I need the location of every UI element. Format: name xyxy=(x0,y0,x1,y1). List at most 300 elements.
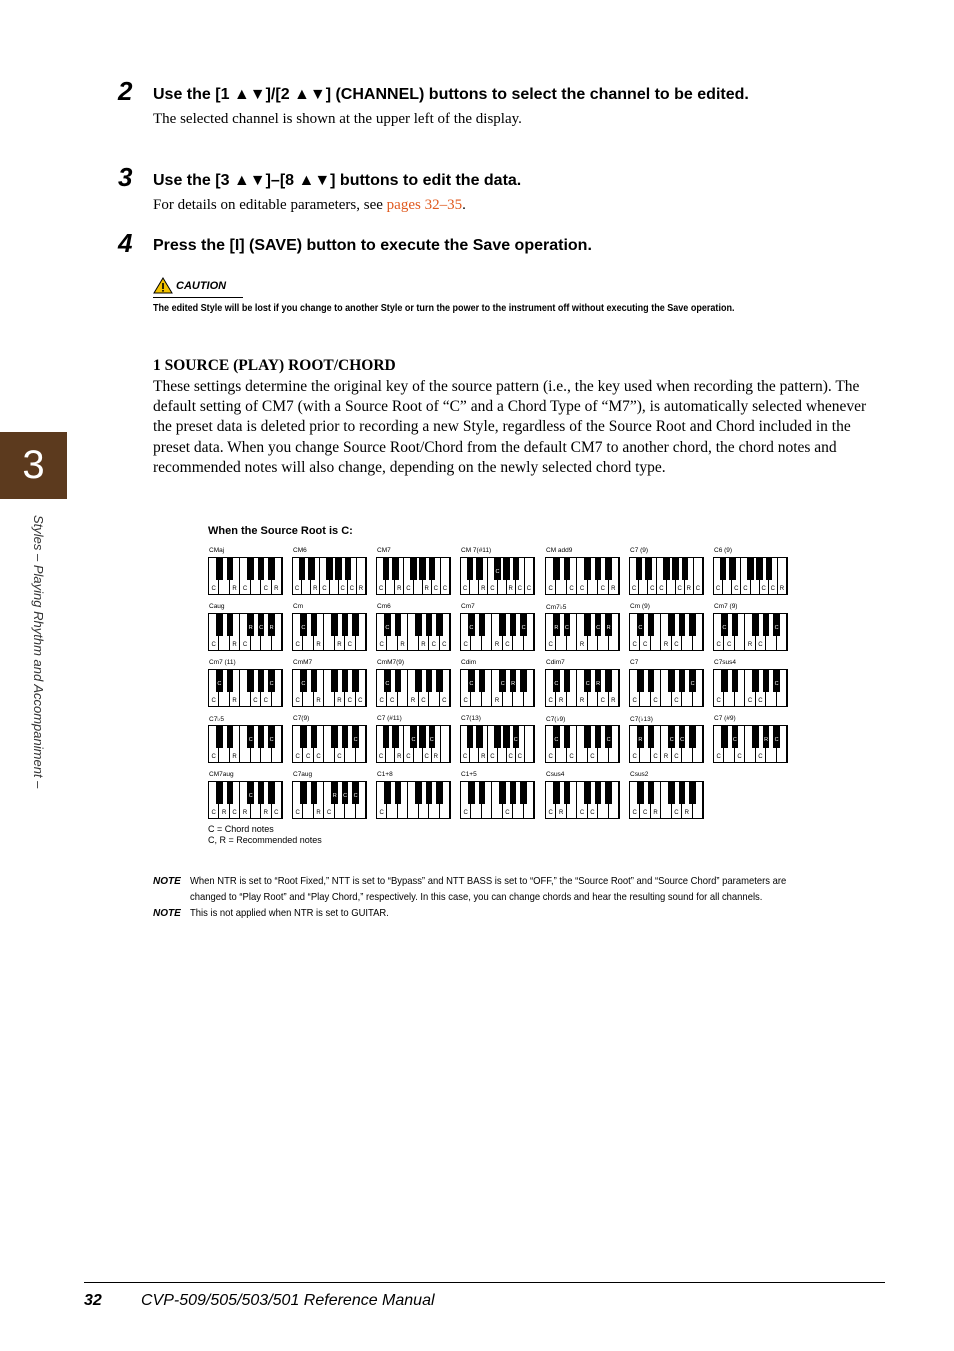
black-key-label: C xyxy=(564,625,569,631)
black-key xyxy=(553,558,560,580)
footer-rule xyxy=(84,1282,885,1283)
white-key-label: C xyxy=(274,810,279,816)
black-key xyxy=(510,782,517,804)
black-key xyxy=(721,614,728,636)
black-key xyxy=(383,726,390,748)
white-key-label: R xyxy=(337,698,342,704)
black-key-label: R xyxy=(332,793,337,799)
white-key-label: C xyxy=(747,698,753,704)
section-heading: 1 SOURCE (PLAY) ROOT/CHORD xyxy=(153,357,396,374)
black-key-label: C xyxy=(774,625,779,631)
black-key xyxy=(747,558,754,580)
white-key-label: C xyxy=(695,586,701,592)
black-key xyxy=(227,558,234,580)
black-key xyxy=(268,670,275,692)
black-key-label: R xyxy=(606,625,611,631)
white-key-label: R xyxy=(653,810,658,816)
white-key-label: R xyxy=(494,642,500,648)
white-key-label: C xyxy=(758,754,763,760)
black-key xyxy=(520,614,527,636)
black-key xyxy=(637,670,644,692)
chord-diagram xyxy=(376,547,452,599)
white-key-label: C xyxy=(490,754,495,760)
chord-name: C6 (9) xyxy=(714,547,733,554)
black-key xyxy=(247,614,254,636)
chord-diagram xyxy=(460,659,536,711)
white-key-label: C xyxy=(295,698,300,704)
chord-diagram xyxy=(376,715,452,767)
white-key-label: C xyxy=(442,698,447,704)
black-key xyxy=(436,782,443,804)
white-key xyxy=(525,558,534,594)
white-key-label: C xyxy=(295,810,300,816)
white-key-label: C xyxy=(508,754,513,760)
white-key-label: C xyxy=(590,754,595,760)
black-key xyxy=(720,558,727,580)
black-key-label: C xyxy=(411,737,416,743)
white-key xyxy=(441,558,450,594)
black-key xyxy=(258,670,265,692)
keyboard xyxy=(460,669,535,707)
black-key-label: R xyxy=(248,625,253,631)
black-key-label: C xyxy=(722,625,727,631)
black-key xyxy=(467,558,474,580)
black-key xyxy=(636,558,643,580)
black-key xyxy=(227,782,234,804)
white-key-label: C xyxy=(548,698,553,704)
white-key-label: C xyxy=(659,586,664,592)
black-key xyxy=(584,782,591,804)
chord-diagram xyxy=(713,715,789,767)
chord-diagram xyxy=(208,715,284,767)
black-key xyxy=(773,726,780,748)
chord-name: C1+5 xyxy=(461,771,477,778)
white-key-label: R xyxy=(558,698,564,704)
black-key xyxy=(721,726,728,748)
white-key-label: C xyxy=(716,754,721,760)
black-key xyxy=(479,670,486,692)
white-key-label: R xyxy=(232,586,237,592)
white-key-label: C xyxy=(650,586,655,592)
black-key xyxy=(383,558,390,580)
black-key xyxy=(395,782,402,804)
chord-diagram xyxy=(629,771,705,823)
black-key xyxy=(352,670,359,692)
chord-diagram xyxy=(208,771,284,823)
white-key-label: C xyxy=(253,698,258,704)
white-key-label: R xyxy=(274,586,279,592)
white-key-label: C xyxy=(358,698,363,704)
black-key-label: C xyxy=(469,681,474,687)
black-key xyxy=(513,726,520,748)
white-key-label: C xyxy=(340,586,345,592)
black-key xyxy=(595,726,602,748)
keyboard xyxy=(713,613,788,651)
white-key-label: C xyxy=(378,754,384,760)
white-key-label: C xyxy=(442,642,447,648)
white-key-label: R xyxy=(433,754,438,760)
keyboard xyxy=(545,613,620,651)
keyboard xyxy=(713,725,788,763)
black-key xyxy=(268,782,275,804)
black-key-label: R xyxy=(764,737,769,743)
chord-name: CM7aug xyxy=(209,771,234,778)
black-key xyxy=(605,558,612,580)
white-key-label: C xyxy=(600,586,606,592)
black-key xyxy=(216,614,223,636)
black-key-label: R xyxy=(554,625,559,631)
black-key xyxy=(342,670,349,692)
black-key xyxy=(216,782,223,804)
black-key xyxy=(311,670,318,692)
black-key-label: C xyxy=(606,737,611,743)
section-body: These settings determine the original key of the source pattern (i.e., the key used when recording the pattern). The default setting of CM7 (with a Source Root of “C” and a Chord Type of “M7”), is automatically selected whenever the preset data is deleted prior to recording a new Style, regardless of the Source Root and Chord included in the preset data. When you change Source Root/Chord from the default CM7 to another chord, the chord notes and recommended notes will also change, depending on the newly selected chord type. xyxy=(153,378,867,476)
black-key xyxy=(584,726,591,748)
black-key xyxy=(689,726,696,748)
legend-chord-notes: C = Chord notes xyxy=(208,824,274,834)
black-key-label: C xyxy=(495,569,500,575)
black-key-label: C xyxy=(301,625,306,631)
black-key-label: C xyxy=(269,737,274,743)
black-key xyxy=(216,726,223,748)
black-key xyxy=(258,558,265,580)
white-key-label: C xyxy=(631,586,637,592)
black-key xyxy=(468,782,475,804)
white-key-label: C xyxy=(579,810,585,816)
black-key xyxy=(300,670,307,692)
white-key-label: R xyxy=(400,642,405,648)
chord-diagram xyxy=(629,547,705,599)
step-number-4: 4 xyxy=(118,228,133,258)
white-key-label: C xyxy=(211,754,216,760)
black-key xyxy=(395,670,402,692)
white-key-label: C xyxy=(462,754,468,760)
keyboard xyxy=(713,557,788,595)
black-key xyxy=(732,614,739,636)
black-key xyxy=(392,726,399,748)
keyboard xyxy=(208,781,283,819)
black-key xyxy=(605,782,612,804)
chord-name: C7(♭13) xyxy=(630,716,653,723)
black-key xyxy=(311,614,318,636)
black-key-label: C xyxy=(385,625,390,631)
keyboard xyxy=(208,557,283,595)
black-key xyxy=(300,614,307,636)
white-key-label: C xyxy=(337,754,342,760)
white-key-label: R xyxy=(686,586,691,592)
black-key xyxy=(605,614,612,636)
keyboard xyxy=(460,557,535,595)
black-key xyxy=(467,726,474,748)
white-key-label: C xyxy=(378,586,384,592)
black-key-label: C xyxy=(554,737,559,743)
chord-name: C7(♭9) xyxy=(546,716,566,723)
black-key xyxy=(648,670,655,692)
white-key-label: C xyxy=(758,642,763,648)
white-key-label: R xyxy=(494,698,500,704)
black-key-label: C xyxy=(259,625,264,631)
white-key-label: C xyxy=(463,642,468,648)
black-key xyxy=(352,614,359,636)
black-key xyxy=(300,726,307,748)
white-key-label: C xyxy=(517,586,522,592)
white-key-label: C xyxy=(674,754,679,760)
step-body-3-suffix: . xyxy=(462,197,466,213)
white-key-label: C xyxy=(548,642,553,648)
chord-name: C7♭5 xyxy=(209,716,224,723)
step-number-3: 3 xyxy=(118,162,133,192)
white-key-label: C xyxy=(674,698,679,704)
black-key-label: C xyxy=(585,681,590,687)
black-key xyxy=(763,726,770,748)
black-key xyxy=(763,614,770,636)
chord-diagram xyxy=(460,771,536,823)
keyboard xyxy=(629,669,704,707)
black-key xyxy=(268,558,275,580)
black-key xyxy=(510,614,517,636)
black-key xyxy=(395,614,402,636)
white-key xyxy=(525,726,534,762)
black-key xyxy=(668,782,675,804)
white-key-label: C xyxy=(505,810,510,816)
black-key xyxy=(499,670,506,692)
white-key-label: C xyxy=(548,586,553,592)
white-key-label: C xyxy=(379,810,384,816)
step-body-2: The selected channel is shown at the upper left of the display. xyxy=(153,111,522,127)
white-key-label: C xyxy=(421,698,426,704)
black-key xyxy=(564,558,571,580)
black-key xyxy=(247,726,254,748)
black-key xyxy=(679,670,686,692)
chord-diagram xyxy=(545,771,621,823)
white-key-label: C xyxy=(431,642,437,648)
black-key xyxy=(476,726,483,748)
black-key xyxy=(415,670,422,692)
white-key-label: C xyxy=(424,754,429,760)
black-key xyxy=(721,670,728,692)
white-key-label: C xyxy=(653,754,658,760)
chord-name: Cm7♭5 xyxy=(546,604,567,611)
white-key-label: C xyxy=(579,586,585,592)
black-key xyxy=(595,614,602,636)
black-key xyxy=(605,726,612,748)
black-key xyxy=(513,558,520,580)
step-title-4: Press the [I] (SAVE) button to execute the Save operation. xyxy=(153,237,592,254)
keyboard xyxy=(545,669,620,707)
white-key-label: R xyxy=(508,586,513,592)
black-key xyxy=(419,558,426,580)
white-key-label: C xyxy=(632,698,637,704)
note-text: This is not applied when NTR is set to GUITAR. xyxy=(190,907,389,919)
white-key-label: C xyxy=(463,698,468,704)
keyboard xyxy=(292,725,367,763)
white-key-label: R xyxy=(481,586,486,592)
white-key-label: R xyxy=(397,754,402,760)
white-key-label: C xyxy=(632,754,637,760)
black-key xyxy=(258,782,265,804)
black-key xyxy=(595,558,602,580)
chord-name: Cm7 (9) xyxy=(714,603,738,610)
white-key-label: C xyxy=(316,754,321,760)
white-key-label: C xyxy=(242,642,248,648)
white-key-label: R xyxy=(337,642,342,648)
white-key-label: R xyxy=(232,754,237,760)
white-key-label: C xyxy=(295,642,300,648)
pages-link[interactable]: pages 32–35 xyxy=(386,197,463,213)
black-key xyxy=(520,782,527,804)
black-key-label: C xyxy=(429,737,434,743)
black-key xyxy=(426,782,433,804)
white-key-label: R xyxy=(313,586,318,592)
black-key xyxy=(494,558,501,580)
black-key xyxy=(648,782,655,804)
black-key xyxy=(682,558,689,580)
black-key-label: R xyxy=(511,681,516,687)
black-key xyxy=(415,782,422,804)
white-key-label: R xyxy=(316,698,321,704)
black-key xyxy=(384,614,391,636)
black-key xyxy=(331,782,338,804)
black-key xyxy=(773,614,780,636)
white-key-label: C xyxy=(263,586,269,592)
black-key-label: C xyxy=(353,737,358,743)
chord-diagram xyxy=(545,603,621,655)
chord-diagram xyxy=(629,715,705,767)
black-key-label: C xyxy=(596,625,601,631)
white-key xyxy=(778,558,787,594)
white-key-label: C xyxy=(548,810,553,816)
white-key-label: R xyxy=(611,698,616,704)
chord-diagram xyxy=(629,603,705,655)
keyboard xyxy=(208,725,283,763)
black-key xyxy=(648,614,655,636)
black-key xyxy=(503,558,510,580)
keyboard xyxy=(545,557,620,595)
black-key xyxy=(553,614,560,636)
black-key xyxy=(268,726,275,748)
black-key xyxy=(300,782,307,804)
chord-name: C7(9) xyxy=(293,715,310,722)
chord-name: Cm7 xyxy=(461,603,475,610)
black-key xyxy=(672,558,679,580)
white-key-label: C xyxy=(232,810,237,816)
black-key xyxy=(426,614,433,636)
black-key xyxy=(766,558,773,580)
white-key-label: C xyxy=(642,810,648,816)
keyboard xyxy=(713,669,788,707)
white-key xyxy=(357,558,366,594)
white-key-label: R xyxy=(424,586,429,592)
black-key xyxy=(752,670,759,692)
chord-diagram xyxy=(460,603,536,655)
black-key xyxy=(679,726,686,748)
keyboard xyxy=(376,669,451,707)
chord-name: CM7 xyxy=(377,547,391,554)
chord-name: Cm7 (11) xyxy=(209,659,236,666)
chord-diagram xyxy=(713,547,789,599)
step-number-2: 2 xyxy=(118,76,133,106)
keyboard xyxy=(545,725,620,763)
black-key-label: C xyxy=(217,681,222,687)
chord-name: Cdim xyxy=(461,659,477,666)
black-key-label: C xyxy=(513,737,518,743)
white-key-label: R xyxy=(397,586,402,592)
black-key xyxy=(499,782,506,804)
white-key-label: C xyxy=(406,586,411,592)
chord-diagram xyxy=(629,659,705,711)
chord-name: Cm (9) xyxy=(630,603,650,610)
black-key-label: C xyxy=(680,737,685,743)
white-key-label: C xyxy=(517,754,522,760)
black-key xyxy=(247,558,254,580)
keyboard xyxy=(629,725,704,763)
chord-name: C7 xyxy=(630,659,639,666)
black-key-label: C xyxy=(554,681,559,687)
white-key-label: C xyxy=(758,698,763,704)
black-key xyxy=(510,670,517,692)
white-key xyxy=(441,726,450,762)
step-title-2: Use the [1 ▲▼]/[2 ▲▼] (CHANNEL) buttons to select the channel to be edited. xyxy=(153,86,749,103)
chord-name: Caug xyxy=(209,603,225,610)
black-key-label: C xyxy=(248,737,253,743)
black-key xyxy=(392,558,399,580)
black-key xyxy=(663,558,670,580)
black-key xyxy=(268,614,275,636)
black-key-label: C xyxy=(774,737,779,743)
keyboard xyxy=(292,557,367,595)
chord-diagram xyxy=(292,715,368,767)
black-key-label: C xyxy=(301,681,306,687)
black-key xyxy=(345,558,352,580)
white-key xyxy=(694,558,703,594)
chord-name: CM6 xyxy=(293,547,307,554)
white-key-label: C xyxy=(770,586,775,592)
black-key-label: C xyxy=(638,625,643,631)
white-key-label: C xyxy=(305,754,311,760)
chord-diagram xyxy=(292,659,368,711)
legend-recommended-notes: C, R = Recommended notes xyxy=(208,835,322,845)
black-key xyxy=(415,614,422,636)
black-key xyxy=(311,782,318,804)
white-key-label: C xyxy=(463,810,468,816)
white-key-label: C xyxy=(653,698,658,704)
black-key xyxy=(326,558,333,580)
keyboard xyxy=(460,781,535,819)
white-key-label: C xyxy=(347,642,353,648)
chord-name: CmM7(9) xyxy=(377,659,405,666)
white-key-label: C xyxy=(295,754,300,760)
white-key-label: C xyxy=(761,586,766,592)
black-key xyxy=(227,726,234,748)
chord-name: C1+8 xyxy=(377,771,393,778)
white-key-label: R xyxy=(221,810,227,816)
white-key-label: C xyxy=(211,810,216,816)
chord-diagram xyxy=(208,547,284,599)
keyboard xyxy=(545,781,620,819)
black-key-label: R xyxy=(269,625,274,631)
white-key-label: C xyxy=(642,642,648,648)
white-key-label: C xyxy=(379,642,384,648)
black-key-label: C xyxy=(248,793,253,799)
white-key-label: C xyxy=(726,642,732,648)
black-key-label: C xyxy=(469,625,474,631)
diagram-legend xyxy=(208,824,322,846)
black-key-label: C xyxy=(343,793,348,799)
black-key xyxy=(520,670,527,692)
black-key xyxy=(595,782,602,804)
white-key-label: C xyxy=(569,754,574,760)
white-key-label: C xyxy=(347,698,353,704)
